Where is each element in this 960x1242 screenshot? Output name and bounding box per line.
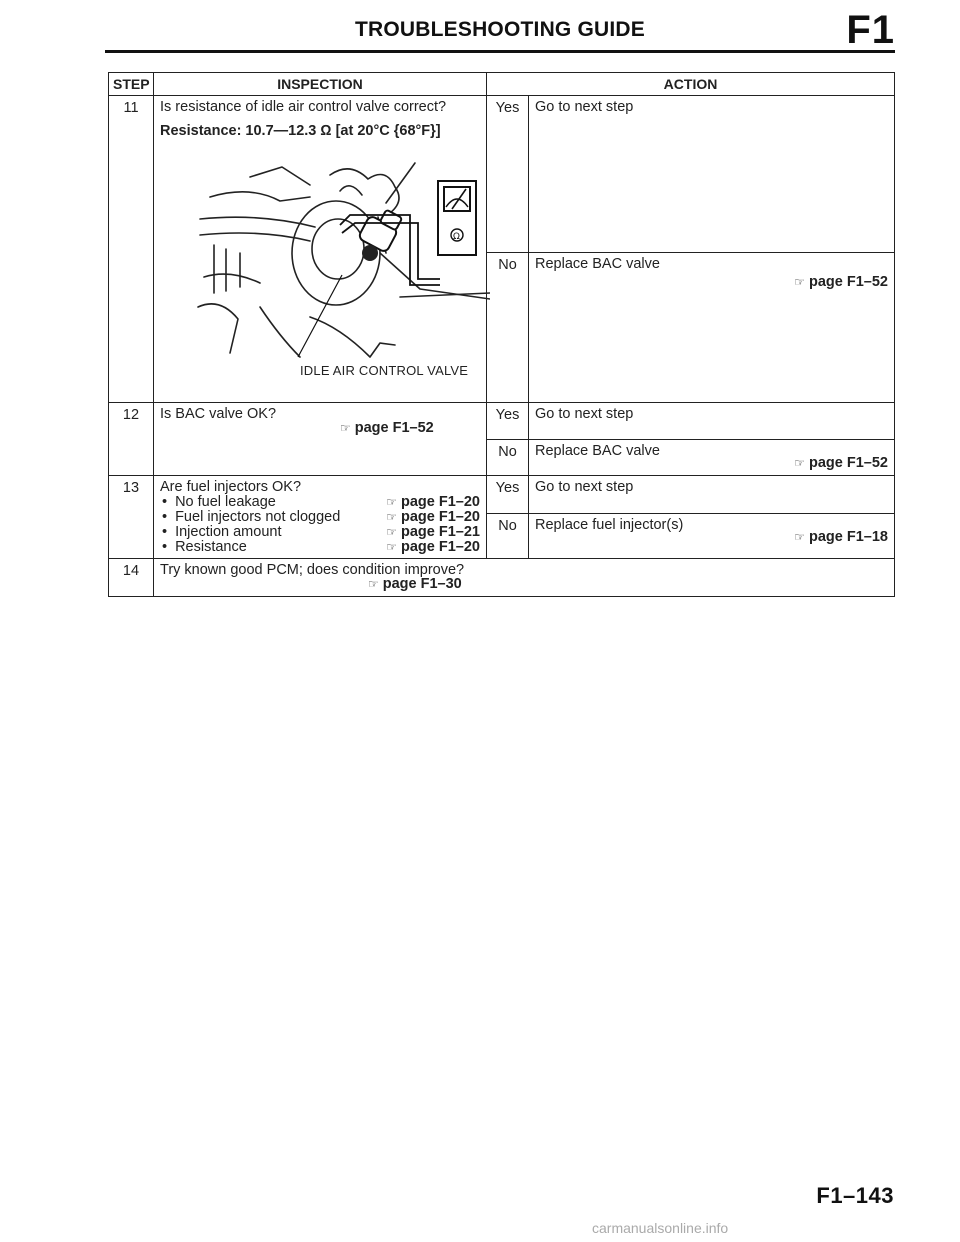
check-list [160, 495, 480, 555]
page-reference: ☞ page F1–30 [368, 576, 462, 592]
header-inspection: INSPECTION [154, 73, 487, 96]
no-action-cell [529, 514, 895, 559]
yes-label: Yes [487, 96, 529, 253]
inspection-cell [154, 559, 895, 597]
list-item: • Resistance ☞ page F1–20 [160, 540, 480, 555]
engine-diagram-icon [190, 157, 490, 385]
table-row [109, 96, 895, 253]
pointing-hand-icon: ☞ [386, 495, 397, 509]
list-item: • Injection amount ☞ page F1–21 [160, 525, 480, 540]
pointing-hand-icon: ☞ [794, 530, 806, 544]
pointing-hand-icon: ☞ [368, 577, 379, 591]
table-row [109, 476, 895, 514]
pointing-hand-icon: ☞ [794, 456, 806, 470]
step-number: 13 [109, 476, 154, 559]
step-number: 14 [109, 559, 154, 597]
no-label: No [487, 514, 529, 559]
resistance-spec: Resistance: 10.7—12.3 Ω [at 20°C {68°F}] [160, 123, 441, 139]
inspection-question: Is resistance of idle air control valve correct? [160, 99, 447, 115]
header-action: ACTION [487, 73, 895, 96]
svg-text:Ω: Ω [453, 232, 460, 242]
figure-label: IDLE AIR CONTROL VALVE [300, 363, 469, 378]
list-item: • No fuel leakage ☞ page F1–20 [160, 495, 480, 510]
list-item: • Fuel injectors not clogged ☞ page F1–20 [160, 510, 480, 525]
yes-action: Go to next step [529, 96, 895, 253]
step-number: 11 [109, 96, 154, 403]
no-action: Replace BAC valve [535, 256, 660, 272]
table-header-row [109, 73, 895, 96]
yes-label: Yes [487, 476, 529, 514]
pointing-hand-icon: ☞ [386, 540, 397, 554]
inspection-question: Try known good PCM; does condition improve? [160, 562, 465, 578]
header-step: STEP [109, 73, 154, 96]
no-action: Replace BAC valve [535, 443, 660, 459]
page-reference: ☞ page F1–18 [794, 529, 889, 545]
no-action-cell [529, 253, 895, 403]
no-label: No [487, 253, 529, 403]
page-reference: ☞ page F1–52 [794, 455, 889, 471]
troubleshooting-table [108, 72, 895, 597]
yes-action: Go to next step [529, 476, 895, 514]
page-reference: ☞ page F1–52 [340, 420, 434, 436]
page-title: TROUBLESHOOTING GUIDE [354, 18, 646, 41]
no-label: No [487, 440, 529, 476]
inspection-question: Is BAC valve OK? [160, 406, 277, 422]
page-reference: ☞ page F1–52 [794, 274, 889, 290]
pointing-hand-icon: ☞ [340, 421, 351, 435]
page-number: F1–143 [816, 1183, 894, 1208]
step-number: 12 [109, 403, 154, 476]
page-header [105, 8, 895, 53]
inspection-cell [154, 476, 487, 559]
yes-label: Yes [487, 403, 529, 440]
inspection-cell [154, 403, 487, 476]
table-row [109, 403, 895, 440]
no-action: Replace fuel injector(s) [535, 517, 684, 533]
yes-action: Go to next step [529, 403, 895, 440]
pointing-hand-icon: ☞ [386, 510, 397, 524]
pointing-hand-icon: ☞ [386, 525, 397, 539]
idle-air-control-valve-figure [190, 157, 490, 385]
no-action-cell [529, 440, 895, 476]
section-code: F1 [846, 8, 895, 52]
table-row [109, 559, 895, 597]
pointing-hand-icon: ☞ [794, 275, 806, 289]
inspection-cell [154, 96, 487, 403]
inspection-question: Are fuel injectors OK? [160, 479, 302, 495]
watermark: carmanualsonline.info [592, 1220, 729, 1236]
